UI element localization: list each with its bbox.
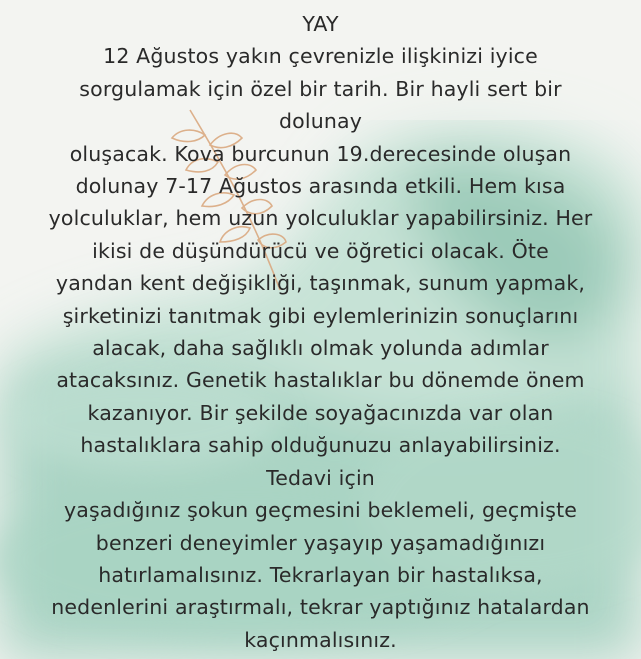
text-line: oluşacak. Kova burcunun 19.derecesinde oluşan (69, 141, 572, 166)
text-line: sorgulamak için özel bir tarih. Bir hayli sert bir (79, 76, 562, 101)
text-line: kazanıyor. Bir şekilde soyağacınızda var olan (87, 400, 554, 425)
text-line: yandan kent değişikliği, taşınmak, sunum yapmak, (55, 271, 586, 296)
text-line: şirketinizi tanıtmak gibi eylemlerinizin sonuçlarını (62, 303, 579, 328)
text-line: dolunay (279, 109, 362, 134)
text-line: yolculuklar, hem uzun yolculuklar yapabilirsiniz. Her (48, 206, 593, 231)
text-line: nedenlerini araştırmalı, tekrar yaptığınız hatalardan (51, 595, 590, 620)
text-line: 12 Ağustos yakın çevrenizle ilişkinizi iyice (103, 44, 538, 69)
text-line: Tedavi için (266, 465, 375, 490)
text-line: alacak, daha sağlıklı olmak yolunda adımlar (92, 336, 549, 361)
text-line: atacaksınız. Genetik hastalıklar bu dönemde önem (56, 368, 585, 393)
sign-title: YAY (302, 12, 339, 36)
horoscope-text (0, 8, 641, 656)
text-line: hastalıklara sahip olduğunuzu anlayabilirsiniz. (80, 433, 561, 458)
text-line: ikisi de düşündürücü ve öğretici olacak. Öte (92, 238, 549, 263)
text-line: benzeri deneyimler yaşayıp yaşamadığınızı (95, 530, 546, 555)
text-line: hatırlamalısınız. Tekrarlayan bir hastalıksa, (98, 562, 543, 587)
text-line: kaçınmalısınız. (244, 627, 397, 652)
text-line: dolunay 7-17 Ağustos arasında etkili. Hem kısa (75, 174, 566, 199)
text-line: yaşadığınız şokun geçmesini beklemeli, geçmişte (63, 498, 578, 523)
